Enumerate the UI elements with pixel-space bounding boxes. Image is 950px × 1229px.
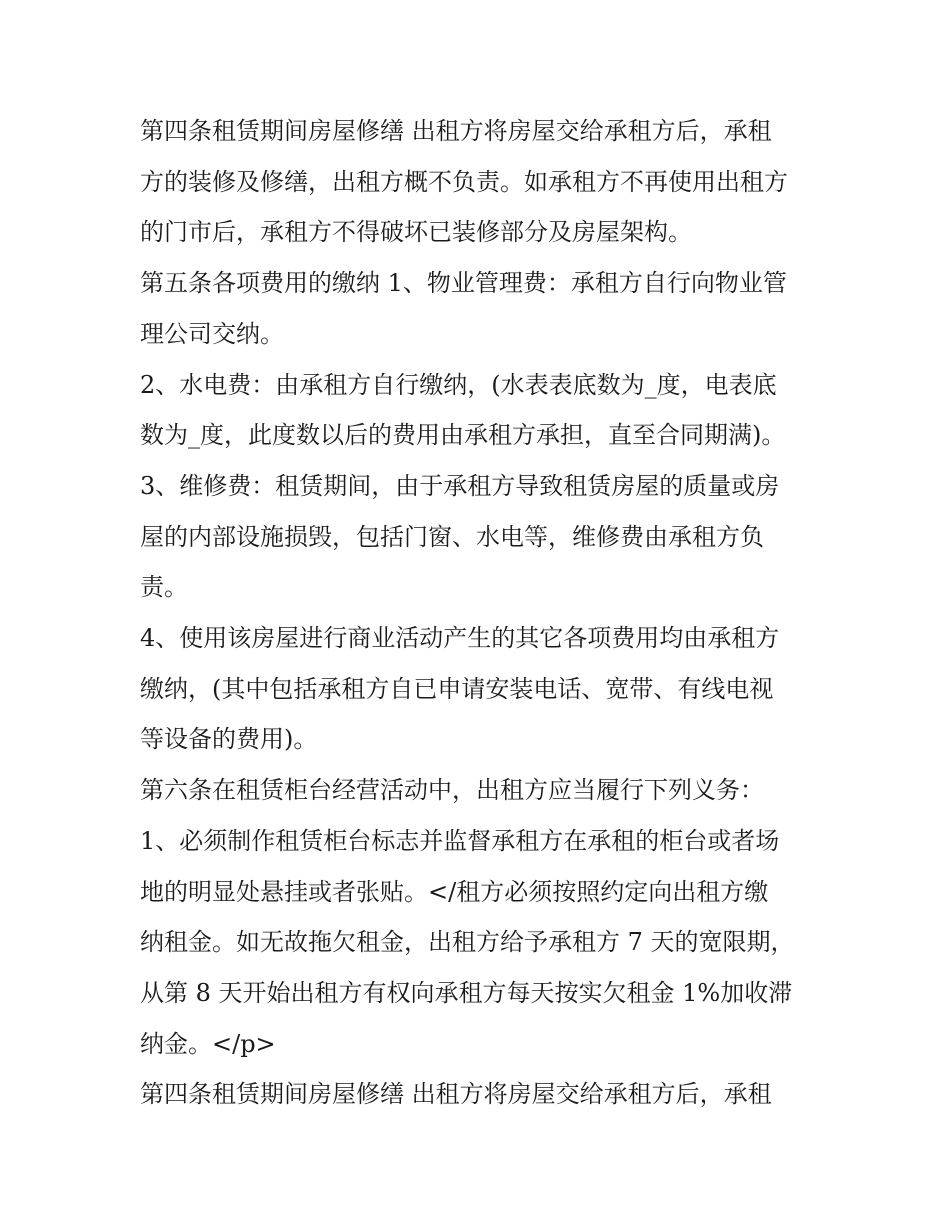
paragraph-article-5	[140, 258, 820, 359]
paragraph-item-3-maintenance	[140, 461, 820, 613]
text-line: 屋的内部设施损毁，包括门窗、水电等，维修费由承租方负	[140, 522, 764, 551]
paragraph-item-4-other-fees	[140, 613, 820, 765]
text-line: 地的明显处悬挂或者张贴。</租方必须按照约定向出租方缴	[140, 877, 769, 906]
text-line: 2、水电费：由承租方自行缴纳，(水表表底数为_度，电表底	[140, 370, 777, 399]
paragraph-article-6	[140, 765, 820, 816]
text-line: 纳金。</p>	[140, 1029, 276, 1058]
text-line: 方的装修及修缮，出租方概不负责。如承租方不再使用出租方	[140, 167, 788, 196]
paragraph-article-4	[140, 106, 820, 258]
document-page	[140, 106, 820, 1120]
text-line: 纳租金。如无故拖欠租金，出租方给予承租方 7 天的宽限期，	[140, 928, 795, 957]
paragraph-article-4-repeat	[140, 1069, 820, 1120]
text-line: 3、维修费：租赁期间，由于承租方导致租赁房屋的质量或房	[140, 471, 780, 500]
text-line: 1、必须制作租赁柜台标志并监督承租方在承租的柜台或者场	[140, 826, 780, 855]
paragraph-item-2-utilities	[140, 360, 820, 461]
text-line: 第五条各项费用的缴纳 1、物业管理费：承租方自行向物业管	[140, 269, 787, 298]
text-line: 第四条租赁期间房屋修缮 出租方将房屋交给承租方后，承租	[140, 117, 772, 145]
text-line: 从第 8 天开始出租方有权向承租方每天按实欠租金 1%加收滞	[140, 978, 793, 1007]
text-line: 4、使用该房屋进行商业活动产生的其它各项费用均由承租方	[140, 624, 780, 653]
paragraph-obligation-1	[140, 816, 820, 1070]
text-line: 第四条租赁期间房屋修缮 出租方将房屋交给承租方后，承租	[140, 1080, 772, 1109]
text-line: 第六条在租赁柜台经营活动中，出租方应当履行下列义务：	[140, 776, 764, 805]
text-line: 理公司交纳。	[140, 319, 284, 348]
text-line: 等设备的费用)。	[140, 725, 318, 754]
text-line: 数为_度，此度数以后的费用由承租方承担，直至合同期满)。	[140, 421, 786, 450]
text-line: 责。	[140, 573, 188, 602]
text-line: 的门市后，承租方不得破坏已装修部分及房屋架构。	[140, 218, 692, 247]
text-line: 缴纳，(其中包括承租方自已申请安装电话、宽带、有线电视	[140, 674, 774, 703]
